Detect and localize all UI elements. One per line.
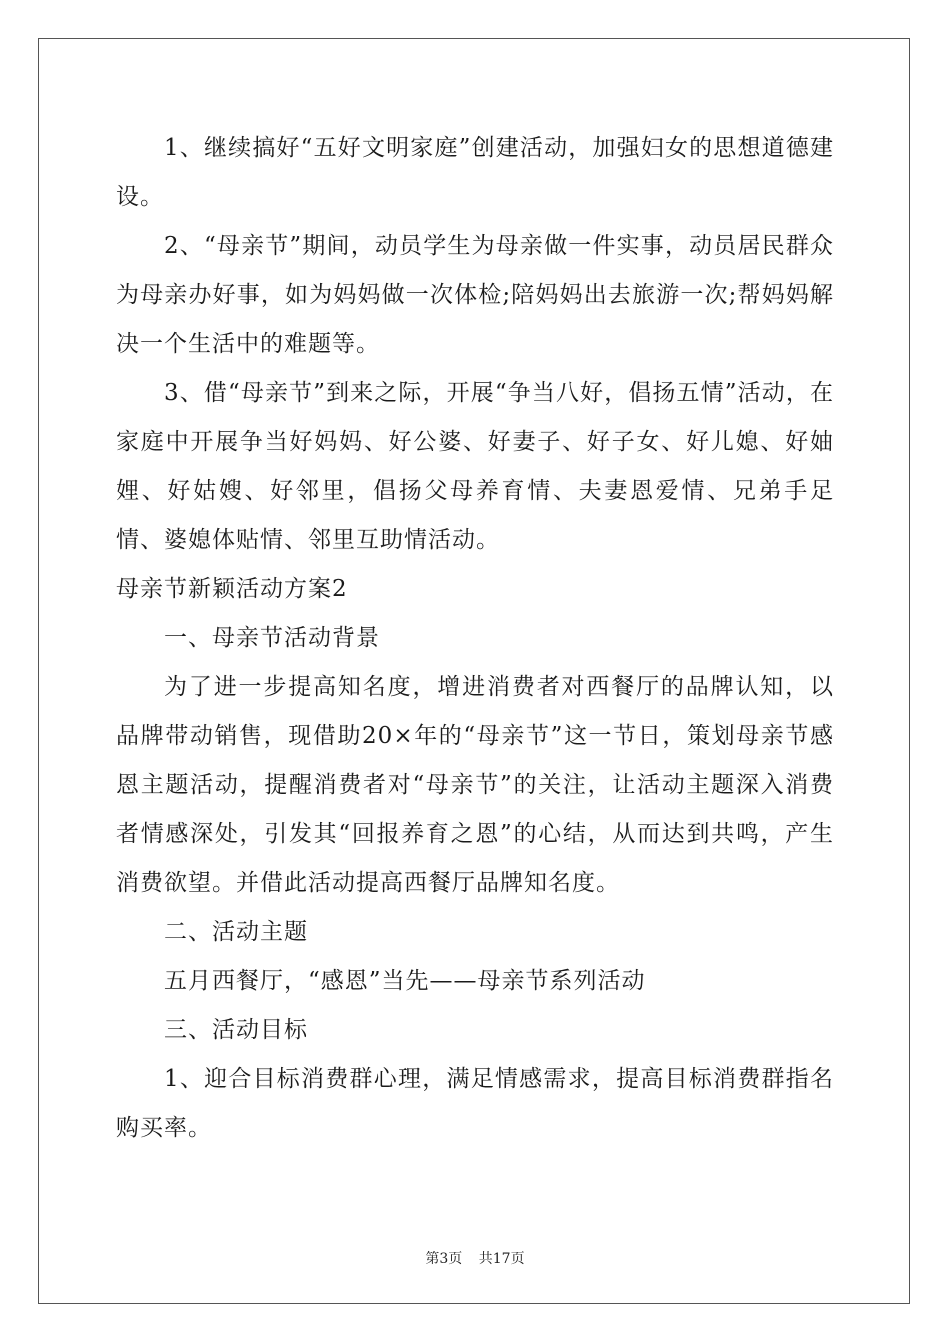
- section-title: 母亲节新颖活动方案2: [116, 576, 348, 602]
- paragraph-background: 为了进一步提高知名度，增进消费者对西餐厅的品牌认知，以品牌带动销售，现借助20×年的“母亲节”这一节日，策划母亲节感恩主题活动，提醒消费者对“母亲节”的关注，让活动主题深入消费者情感深处，引发其“回报养育之恩”的心结，从而达到共鸣，产生消费欲望。并借此活动提高西餐厅品牌知名度。: [116, 674, 834, 896]
- page-number: 第3页: [425, 1251, 463, 1267]
- paragraph-item-3: 3、借“母亲节”到来之际，开展“争当八好，倡扬五情”活动，在家庭中开展争当好妈妈、好公婆、好妻子、好子女、好儿媳、好妯娌、好姑嫂、好邻里，倡扬父母养育情、夫妻恩爱情、兄弟手足情、婆媳体贴情、邻里互助情活动。: [116, 380, 834, 553]
- heading-theme: 二、活动主题: [164, 919, 308, 945]
- heading-goals: 三、活动目标: [164, 1017, 308, 1043]
- page-footer: [0, 1248, 950, 1268]
- paragraph-theme: 五月西餐厅，“感恩”当先——母亲节系列活动: [164, 968, 646, 994]
- paragraph-goal-1: 1、迎合目标消费群心理，满足情感需求，提高目标消费群指名购买率。: [116, 1066, 834, 1141]
- paragraph-item-1: 1、继续搞好“五好文明家庭”创建活动，加强妇女的思想道德建设。: [116, 135, 834, 210]
- page-total: 共17页: [478, 1251, 525, 1267]
- document-body: [116, 124, 834, 1153]
- heading-background: 一、母亲节活动背景: [164, 625, 380, 651]
- paragraph-item-2: 2、“母亲节”期间，动员学生为母亲做一件实事，动员居民群众为母亲办好事，如为妈妈做一次体检;陪妈妈出去旅游一次;帮妈妈解决一个生活中的难题等。: [116, 233, 834, 357]
